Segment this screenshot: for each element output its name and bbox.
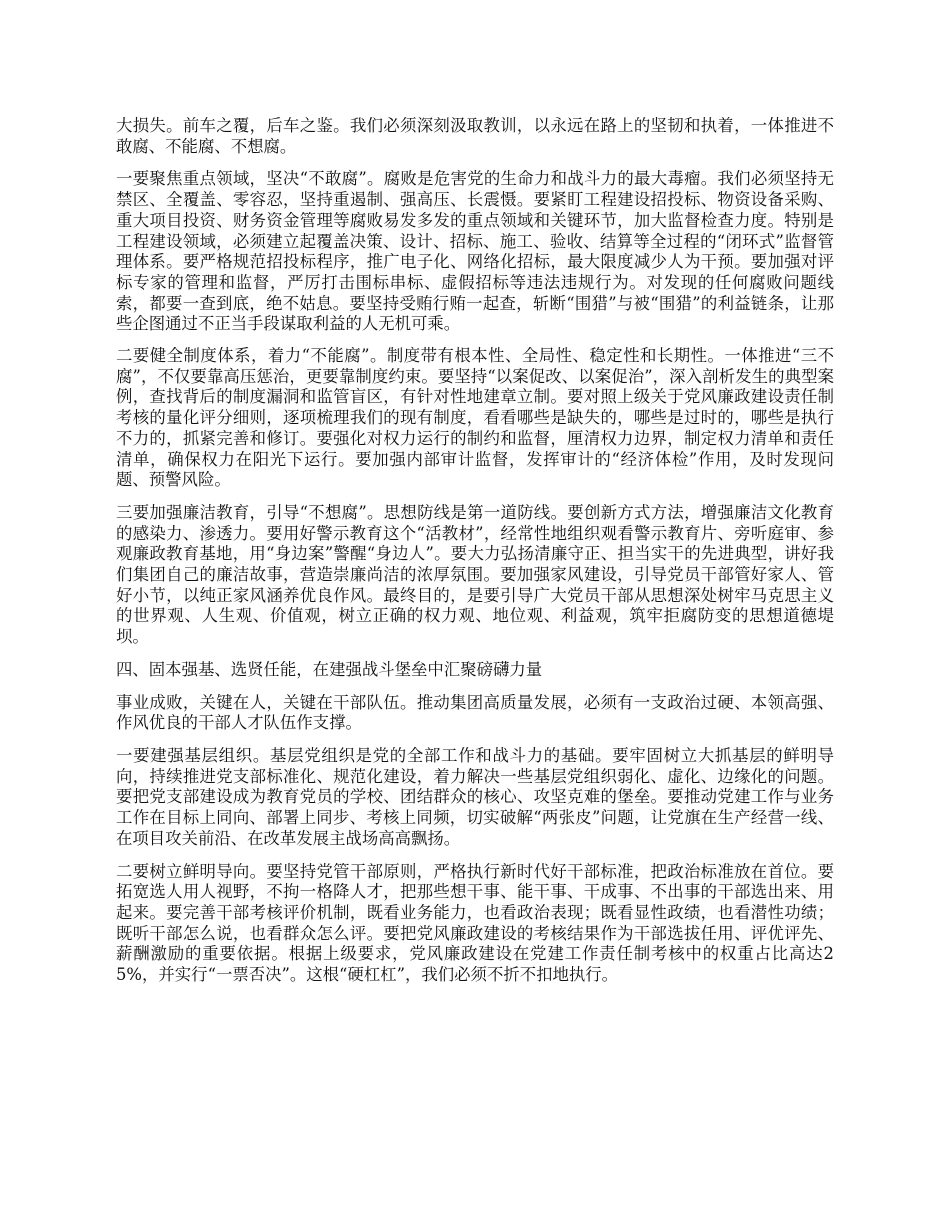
paragraph-intro-continuation: 大损失。前车之覆，后车之鉴。我们必须深刻汲取教训，以永远在路上的坚韧和执着，一体推进不敢腐、不能腐、不想腐。 xyxy=(116,116,834,156)
paragraph-grassroots-organization: 一要建强基层组织。基层党组织是党的全部工作和战斗力的基础。要牢固树立大抓基层的鲜明导向，持续推进党支部标准化、规范化建设，着力解决一些基层党组织弱化、虚化、边缘化的问题。要把党支部建设成为教育党员的学校、团结群众的核心、攻坚克难的堡垒。要推动党建工作与业务工作在目标上同向、部署上同步、考核上同频，切实破解“两张皮”问题，让党旗在生产经营一线、在项目攻关前沿、在改革发展主战场高高飘扬。 xyxy=(116,745,834,848)
document-page xyxy=(116,116,834,998)
paragraph-not-dare-corrupt: 一要聚焦重点领域，坚决“不敢腐”。腐败是危害党的生命力和战斗力的最大毒瘤。我们必须坚持无禁区、全覆盖、零容忍，坚持重遏制、强高压、长震慑。要紧盯工程建设招投标、物资设备采购、重大项目投资、财务资金管理等腐败易发多发的重点领域和关键环节，加大监督检查力度。特别是工程建设领域，必须建立起覆盖决策、设计、招标、施工、验收、结算等全过程的“闭环式”监督管理体系。要严格规范招投标程序，推广电子化、网络化招标，最大限度减少人为干预。要加强对评标专家的管理和监督，严厉打击围标串标、虚假招标等违法违规行为。对发现的任何腐败问题线索，都要一查到底，绝不姑息。要坚持受贿行贿一起查，斩断“围猎”与被“围猎”的利益链条，让那些企图通过不正当手段谋取利益的人无机可乘。 xyxy=(116,169,834,334)
paragraph-clear-orientation: 二要树立鲜明导向。要坚持党管干部原则，严格执行新时代好干部标准，把政治标准放在首位。要拓宽选人用人视野，不拘一格降人才，把那些想干事、能干事、干成事、不出事的干部选出来、用起来。要完善干部考核评价机制，既看业务能力，也看政治表现；既看显性政绩，也看潜性功绩；既听干部怎么说，也看群众怎么评。要把党风廉政建设的考核结果作为干部选拔任用、评优评先、薪酬激励的重要依据。根据上级要求，党风廉政建设在党建工作责任制考核中的权重占比高达25%，并实行“一票否决”。这根“硬杠杠”，我们必须不折不扣地执行。 xyxy=(116,861,834,985)
paragraph-not-able-corrupt: 二要健全制度体系，着力“不能腐”。制度带有根本性、全局性、稳定性和长期性。一体推进“三不腐”，不仅要靠高压惩治，更要靠制度约束。要坚持“以案促改、以案促治”，深入剖析发生的典型案例，查找背后的制度漏洞和监管盲区，有针对性地建章立制。要对照上级关于党风廉政建设责任制考核的量化评分细则，逐项梳理我们的现有制度，看看哪些是缺失的，哪些是过时的，哪些是执行不力的，抓紧完善和修订。要强化对权力运行的制约和监督，厘清权力边界，制定权力清单和责任清单，确保权力在阳光下运行。要加强内部审计监督，发挥审计的“经济体检”作用，及时发现问题、预警风险。 xyxy=(116,346,834,490)
section-heading-four: 四、固本强基、选贤任能，在建强战斗堡垒中汇聚磅礴力量 xyxy=(116,659,543,679)
paragraph-not-want-corrupt: 三要加强廉洁教育，引导“不想腐”。思想防线是第一道防线。要创新方式方法，增强廉洁文化教育的感染力、渗透力。要用好警示教育这个“活教材”，经常性地组织观看警示教育片、旁听庭审、参观廉政教育基地，用“身边案”警醒“身边人”。要大力弘扬清廉守正、担当实干的先进典型，讲好我们集团自己的廉洁故事，营造崇廉尚洁的浓厚氛围。要加强家风建设，引导党员干部管好家人、管好小节，以纯正家风涵养优良作风。最终目的，是要引导广大党员干部从思想深处树牢马克思主义的世界观、人生观、价值观，树立正确的权力观、地位观、利益观，筑牢拒腐防变的思想道德堤坝。 xyxy=(116,502,834,647)
paragraph-cadre-team: 事业成败，关键在人，关键在干部队伍。推动集团高质量发展，必须有一支政治过硬、本领高强、作风优良的干部人才队伍作支撑。 xyxy=(116,692,834,733)
